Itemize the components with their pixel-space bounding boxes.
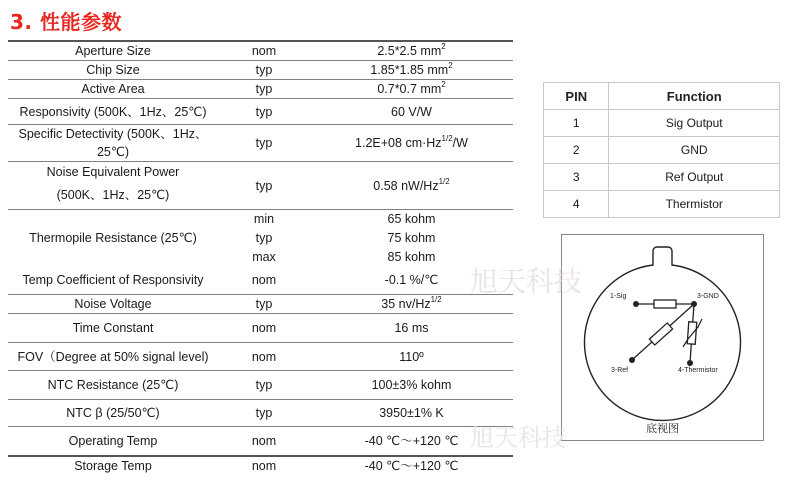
spec-row: [8, 99, 513, 125]
spec-param: NTC β (25/50℃): [8, 400, 218, 427]
spec-row: [8, 400, 513, 427]
spec-row: [8, 371, 513, 400]
spec-param: Temp Coefficient of Responsivity: [22, 273, 204, 288]
spec-param: Responsivity (500K、1Hz、25℃): [8, 99, 218, 125]
spec-value: 0.7*0.7 $mm^2$: [310, 80, 513, 99]
spec-row: [8, 456, 513, 475]
pin-label: 4-Thermistor: [678, 367, 718, 374]
spec-row: [8, 162, 513, 210]
spec-type: nom: [218, 314, 310, 343]
spec-type: typ: [255, 231, 273, 245]
pin-label: 3-GND: [697, 293, 719, 300]
spec-param: Aperture Size: [8, 41, 218, 61]
spec-type: nom: [251, 458, 277, 473]
pin-row: [544, 137, 780, 164]
spec-value: 1.85*1.85 $mm^2$: [310, 61, 513, 80]
spec-row: [8, 41, 513, 61]
spec-row: [8, 125, 513, 162]
pin-function: GND: [609, 137, 780, 164]
spec-type: nom: [251, 273, 277, 288]
spec-row: [8, 80, 513, 99]
spec-type: nom: [218, 41, 310, 61]
spec-row: [8, 61, 513, 80]
spec-value: 1.2E+08 $cm\cdot Hz^{1/2}/W$: [310, 125, 513, 162]
resistor-sig: [654, 300, 676, 308]
spec-type: nom: [218, 343, 310, 371]
spec-row: [8, 210, 513, 229]
spec-value: 35 $nv/Hz^{1/2}$: [310, 295, 513, 314]
pinout-schematic: [562, 235, 763, 440]
spec-row: [8, 314, 513, 343]
spec-param: Noise Voltage: [8, 295, 218, 314]
spec-type: nom: [218, 427, 310, 456]
spec-param: NTC Resistance (25℃): [8, 371, 218, 400]
watermark: 旭天科技: [470, 265, 583, 298]
spec-value: 65 kohm: [310, 210, 513, 229]
spec-value: 3950±1% K: [310, 400, 513, 427]
spec-param: Operating Temp: [8, 427, 218, 456]
spec-param: Chip Size: [8, 61, 218, 80]
pin-function: Ref Output: [609, 164, 780, 191]
spec-value: 0.58 $nW/Hz^{1/2}$: [310, 162, 513, 210]
spec-value: -40 ℃～+120 ℃: [310, 427, 513, 456]
pin-label: 1-Sig: [610, 293, 627, 300]
spec-value: 16 ms: [310, 314, 513, 343]
spec-param: FOV（Degree at 50% signal level): [8, 343, 218, 371]
spec-value: 60 V/W: [310, 99, 513, 125]
spec-value: -0.1 %/℃: [384, 273, 439, 288]
spec-row: [8, 295, 513, 314]
function-header: Function: [609, 83, 780, 110]
pin-function: Sig Output: [609, 110, 780, 137]
spec-value: 75 kohm: [387, 231, 436, 245]
pin-row: [544, 191, 780, 218]
pin-row: [544, 164, 780, 191]
spec-type: typ: [218, 162, 310, 210]
watermark: 旭天科技: [470, 424, 566, 452]
resistor-ref: [649, 323, 672, 345]
spec-value: -40 ℃～+120 ℃: [364, 458, 459, 473]
pin-label: 3-Ref: [611, 367, 629, 374]
pin-row: [544, 110, 780, 137]
spec-type: typ: [218, 295, 310, 314]
spec-type: min: [218, 210, 310, 229]
spec-row: [8, 427, 513, 456]
pin-table: [543, 82, 780, 218]
spec-type: typ: [218, 80, 310, 99]
spec-param: Specific Detectivity (500K、1Hz、25℃): [8, 125, 218, 162]
pin-number: 1: [544, 110, 609, 137]
spec-type: typ: [218, 371, 310, 400]
spec-value: 85 kohm: [387, 250, 436, 264]
pin-number: 2: [544, 137, 609, 164]
spec-row: [8, 267, 513, 295]
thermistor-symbol: [687, 322, 697, 345]
spec-value: 2.5*2.5 $mm^2$: [310, 41, 513, 61]
spec-type: typ: [218, 400, 310, 427]
diagram-caption: 底视图: [646, 423, 679, 435]
spec-type: max: [252, 250, 276, 264]
section-title: 3. 性能参数: [10, 10, 122, 34]
spec-type: typ: [218, 125, 310, 162]
pin-header: PIN: [544, 83, 609, 110]
spec-param: Active Area: [8, 80, 218, 99]
spec-param: Noise Equivalent Power (500K、1Hz、25℃): [8, 162, 218, 210]
spec-value: 110º: [310, 343, 513, 371]
bottom-view-diagram: [561, 234, 764, 441]
pin-number: 3: [544, 164, 609, 191]
pin-number: 4: [544, 191, 609, 218]
spec-param: Time Constant: [8, 314, 218, 343]
spec-type: typ: [218, 99, 310, 125]
spec-param: Storage Temp: [74, 458, 152, 473]
spec-row: [8, 343, 513, 371]
pin-function: Thermistor: [609, 191, 780, 218]
spec-type: typ: [218, 61, 310, 80]
specs-table: [8, 40, 513, 475]
spec-value: 100±3% kohm: [310, 371, 513, 400]
spec-param: Thermopile Resistance (25℃): [8, 210, 218, 267]
